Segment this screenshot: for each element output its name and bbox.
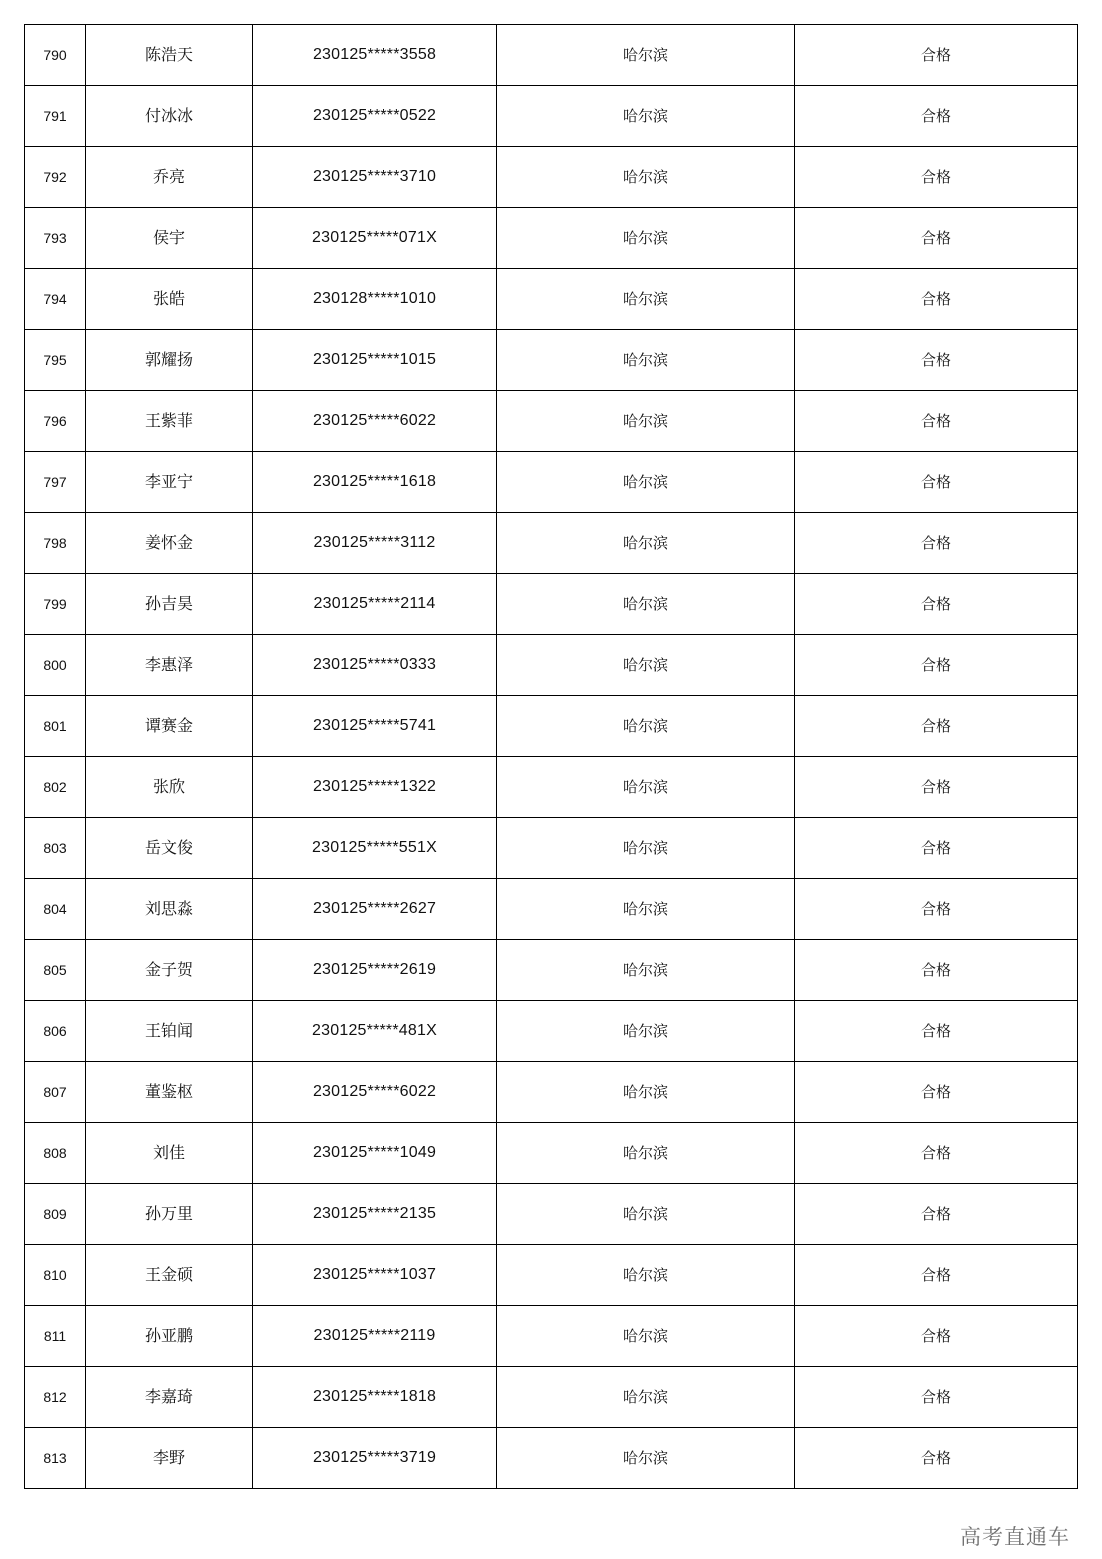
row-number-cell: 799 [25,574,86,635]
city-cell: 哈尔滨 [497,330,795,391]
table-row [25,269,1078,330]
name-cell: 岳文俊 [86,818,253,879]
id-number-cell: 230125*****071X [253,208,497,269]
city-cell: 哈尔滨 [497,574,795,635]
id-number-cell: 230125*****6022 [253,391,497,452]
table-row [25,757,1078,818]
name-cell: 郭耀扬 [86,330,253,391]
name-cell: 董鉴枢 [86,1062,253,1123]
result-cell: 合格 [795,635,1078,696]
name-cell: 王紫菲 [86,391,253,452]
result-cell: 合格 [795,1306,1078,1367]
row-number-cell: 800 [25,635,86,696]
name-cell: 乔亮 [86,147,253,208]
name-cell: 侯宇 [86,208,253,269]
result-cell: 合格 [795,330,1078,391]
result-cell: 合格 [795,452,1078,513]
result-cell: 合格 [795,818,1078,879]
city-cell: 哈尔滨 [497,879,795,940]
city-cell: 哈尔滨 [497,635,795,696]
result-cell: 合格 [795,1184,1078,1245]
city-cell: 哈尔滨 [497,25,795,86]
result-cell: 合格 [795,513,1078,574]
row-number-cell: 792 [25,147,86,208]
result-cell: 合格 [795,1245,1078,1306]
result-cell: 合格 [795,1367,1078,1428]
name-cell: 孙吉昊 [86,574,253,635]
row-number-cell: 795 [25,330,86,391]
id-number-cell: 230125*****481X [253,1001,497,1062]
result-cell: 合格 [795,940,1078,1001]
table-row [25,25,1078,86]
result-cell: 合格 [795,86,1078,147]
row-number-cell: 805 [25,940,86,1001]
id-number-cell: 230125*****0522 [253,86,497,147]
table-row [25,1001,1078,1062]
id-number-cell: 230125*****2114 [253,574,497,635]
name-cell: 刘思淼 [86,879,253,940]
name-cell: 李嘉琦 [86,1367,253,1428]
city-cell: 哈尔滨 [497,1428,795,1489]
city-cell: 哈尔滨 [497,1001,795,1062]
table-row [25,147,1078,208]
id-number-cell: 230125*****2627 [253,879,497,940]
row-number-cell: 813 [25,1428,86,1489]
id-number-cell: 230125*****1818 [253,1367,497,1428]
table-row [25,391,1078,452]
name-cell: 张皓 [86,269,253,330]
city-cell: 哈尔滨 [497,147,795,208]
city-cell: 哈尔滨 [497,269,795,330]
name-cell: 姜怀金 [86,513,253,574]
row-number-cell: 796 [25,391,86,452]
row-number-cell: 809 [25,1184,86,1245]
result-cell: 合格 [795,391,1078,452]
row-number-cell: 807 [25,1062,86,1123]
row-number-cell: 811 [25,1306,86,1367]
result-cell: 合格 [795,208,1078,269]
id-number-cell: 230125*****2619 [253,940,497,1001]
city-cell: 哈尔滨 [497,1062,795,1123]
table-row [25,513,1078,574]
name-cell: 李野 [86,1428,253,1489]
table-row [25,818,1078,879]
name-cell: 孙万里 [86,1184,253,1245]
results-table-body [25,25,1078,1489]
city-cell: 哈尔滨 [497,757,795,818]
name-cell: 李惠泽 [86,635,253,696]
name-cell: 李亚宁 [86,452,253,513]
result-cell: 合格 [795,1001,1078,1062]
table-row [25,574,1078,635]
id-number-cell: 230125*****2135 [253,1184,497,1245]
city-cell: 哈尔滨 [497,86,795,147]
id-number-cell: 230125*****1015 [253,330,497,391]
watermark: 高考直通车 [956,1519,1074,1553]
result-cell: 合格 [795,25,1078,86]
row-number-cell: 802 [25,757,86,818]
city-cell: 哈尔滨 [497,208,795,269]
id-number-cell: 230125*****5741 [253,696,497,757]
table-row [25,452,1078,513]
name-cell: 张欣 [86,757,253,818]
table-row [25,86,1078,147]
id-number-cell: 230125*****6022 [253,1062,497,1123]
name-cell: 付冰冰 [86,86,253,147]
city-cell: 哈尔滨 [497,452,795,513]
row-number-cell: 790 [25,25,86,86]
row-number-cell: 803 [25,818,86,879]
id-number-cell: 230125*****2119 [253,1306,497,1367]
result-cell: 合格 [795,147,1078,208]
result-cell: 合格 [795,269,1078,330]
table-row [25,1367,1078,1428]
result-cell: 合格 [795,574,1078,635]
id-number-cell: 230125*****1049 [253,1123,497,1184]
row-number-cell: 794 [25,269,86,330]
table-row [25,1245,1078,1306]
row-number-cell: 801 [25,696,86,757]
id-number-cell: 230125*****3719 [253,1428,497,1489]
name-cell: 孙亚鹏 [86,1306,253,1367]
city-cell: 哈尔滨 [497,513,795,574]
table-row [25,1184,1078,1245]
result-cell: 合格 [795,757,1078,818]
city-cell: 哈尔滨 [497,1184,795,1245]
id-number-cell: 230125*****1322 [253,757,497,818]
name-cell: 王铂闻 [86,1001,253,1062]
result-cell: 合格 [795,879,1078,940]
id-number-cell: 230125*****1037 [253,1245,497,1306]
table-row [25,1062,1078,1123]
row-number-cell: 793 [25,208,86,269]
row-number-cell: 791 [25,86,86,147]
name-cell: 陈浩天 [86,25,253,86]
name-cell: 谭赛金 [86,696,253,757]
row-number-cell: 810 [25,1245,86,1306]
city-cell: 哈尔滨 [497,1123,795,1184]
row-number-cell: 797 [25,452,86,513]
name-cell: 王金硕 [86,1245,253,1306]
row-number-cell: 806 [25,1001,86,1062]
table-row [25,1428,1078,1489]
name-cell: 刘佳 [86,1123,253,1184]
id-number-cell: 230125*****3710 [253,147,497,208]
city-cell: 哈尔滨 [497,1306,795,1367]
id-number-cell: 230125*****3558 [253,25,497,86]
city-cell: 哈尔滨 [497,940,795,1001]
id-number-cell: 230125*****0333 [253,635,497,696]
row-number-cell: 804 [25,879,86,940]
table-row [25,696,1078,757]
table-row [25,635,1078,696]
table-row [25,330,1078,391]
result-cell: 合格 [795,696,1078,757]
row-number-cell: 812 [25,1367,86,1428]
table-row [25,208,1078,269]
id-number-cell: 230128*****1010 [253,269,497,330]
result-cell: 合格 [795,1062,1078,1123]
id-number-cell: 230125*****3112 [253,513,497,574]
table-row [25,1123,1078,1184]
table-row [25,1306,1078,1367]
table-row [25,940,1078,1001]
city-cell: 哈尔滨 [497,391,795,452]
city-cell: 哈尔滨 [497,1245,795,1306]
results-table [24,24,1078,1489]
city-cell: 哈尔滨 [497,1367,795,1428]
result-cell: 合格 [795,1123,1078,1184]
id-number-cell: 230125*****551X [253,818,497,879]
city-cell: 哈尔滨 [497,696,795,757]
id-number-cell: 230125*****1618 [253,452,497,513]
table-row [25,879,1078,940]
name-cell: 金子贺 [86,940,253,1001]
row-number-cell: 808 [25,1123,86,1184]
row-number-cell: 798 [25,513,86,574]
result-cell: 合格 [795,1428,1078,1489]
city-cell: 哈尔滨 [497,818,795,879]
